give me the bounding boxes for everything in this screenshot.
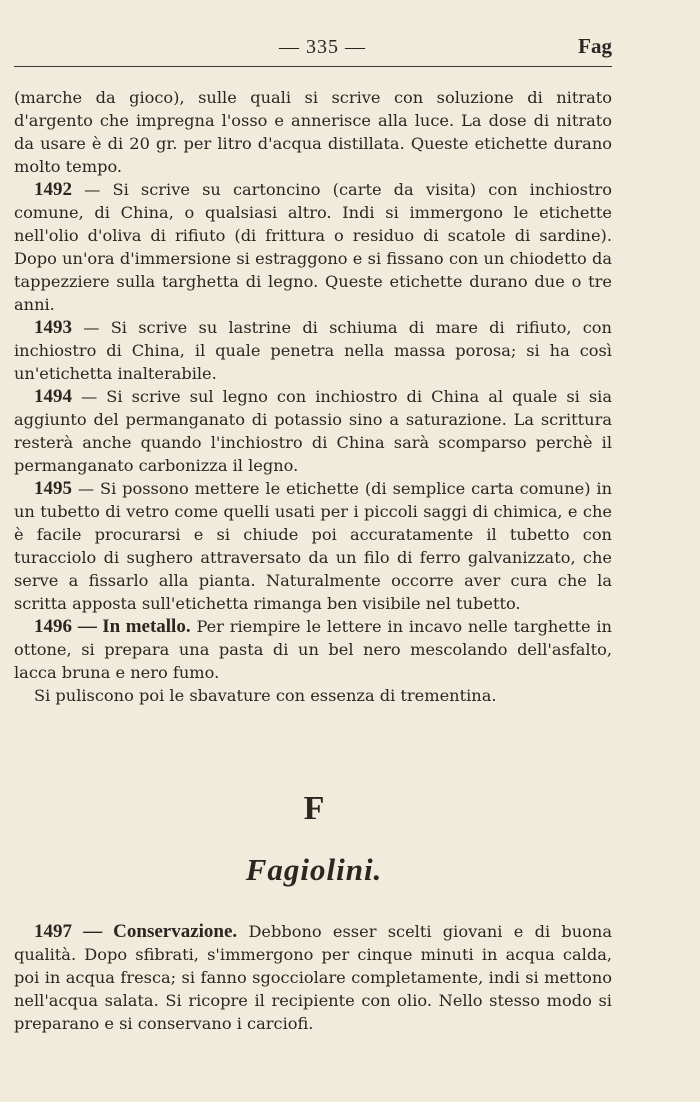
paragraph-text: — Si scrive su cartoncino (carte da visita) con inchiostro comune, di China, o qualsiasi altro. Indi si immergono le etichette nell'olio d'oliva di rifiuto (di frittura o residuo di scatole di sardine). Dopo un'ora d'immersione si estraggono e si fissano con un chiodetto da tappezziere sulla targhetta di legno. Queste etichette durano due o tre anni. bbox=[14, 180, 612, 314]
paragraph-1494 bbox=[14, 385, 612, 477]
paragraph-number: 1494 bbox=[34, 386, 72, 407]
paragraph-1497 bbox=[14, 920, 612, 1035]
section-letter: F bbox=[303, 790, 325, 827]
section-text bbox=[14, 904, 612, 1051]
page-number: — 335 — bbox=[279, 36, 366, 58]
paragraph-heading: — Conservazione. bbox=[83, 921, 238, 943]
paragraph-text: Debbono esser scelti giovani e di buona qualità. Dopo sfibrati, s'immergono per cinque minuti in acqua calda, poi in acqua fresca; si fanno sgocciolare completamente, indi si mettono nell'acqua salata. Si ricopre il recipiente con olio. Nello stesso modo si preparano e si conservano i carciofi. bbox=[14, 922, 613, 1034]
paragraph-number: 1495 bbox=[34, 478, 72, 499]
paragraph-number: 1496 bbox=[34, 616, 72, 637]
paragraph-number: 1493 bbox=[34, 317, 72, 338]
paragraph-1492 bbox=[14, 178, 612, 316]
paragraph-1493 bbox=[14, 316, 612, 385]
running-head: Fag bbox=[578, 34, 612, 58]
paragraph-text: (marche da gioco), sulle quali si scrive con soluzione di nitrato d'argento che impregna l'osso e annerisce alla luce. La dose di nitrato da usare è di 20 gr. per litro d'acqua distillata. Queste etichette durano molto tempo. bbox=[14, 88, 612, 176]
paragraph-number: 1497 bbox=[34, 921, 72, 943]
paragraph-number: 1492 bbox=[34, 179, 72, 200]
page-header bbox=[14, 32, 612, 67]
main-text bbox=[14, 86, 612, 707]
paragraph-continuation bbox=[14, 86, 612, 178]
paragraph-continuation-2 bbox=[14, 684, 612, 707]
paragraph-text: — Si scrive sul legno con inchiostro di China al quale si sia aggiunto del permanganato di potassio sino a saturazione. La scrittura resterà anche quando l'inchiostro di China sarà scomparso perchè il permanganato carbonizza il legno. bbox=[14, 387, 612, 475]
paragraph-text: — Si possono mettere le etichette (di semplice carta comune) in un tubetto di vetro come quelli usati per i piccoli saggi di chimica, e che è facile procurarsi e si chiude poi accuratamente il tubetto con turacciolo di sughero attraversato da un filo di ferro galvanizzato, che serve a fissarlo alla pianta. Naturalmente occorre aver cura che la scritta apposta sull'etichetta rimanga ben visibile nel tubetto. bbox=[14, 479, 613, 613]
paragraph-1495 bbox=[14, 477, 612, 615]
paragraph-text: Per riempire le lettere in incavo nelle targhette in ottone, si prepara una pasta di un bel nero mescolando dell'asfalto, lacca bruna e nero fumo. bbox=[14, 617, 612, 682]
section-title: Fagiolini. bbox=[245, 852, 383, 887]
paragraph-text: Si puliscono poi le sbavature con essenza di trementina. bbox=[34, 686, 497, 705]
paragraph-heading: — In metallo. bbox=[77, 616, 191, 637]
paragraph-1496 bbox=[14, 615, 612, 684]
paragraph-text: — Si scrive su lastrine di schiuma di mare di rifiuto, con inchiostro di China, il quale penetra nella massa porosa; si ha così un'etichetta inalterabile. bbox=[14, 318, 612, 383]
